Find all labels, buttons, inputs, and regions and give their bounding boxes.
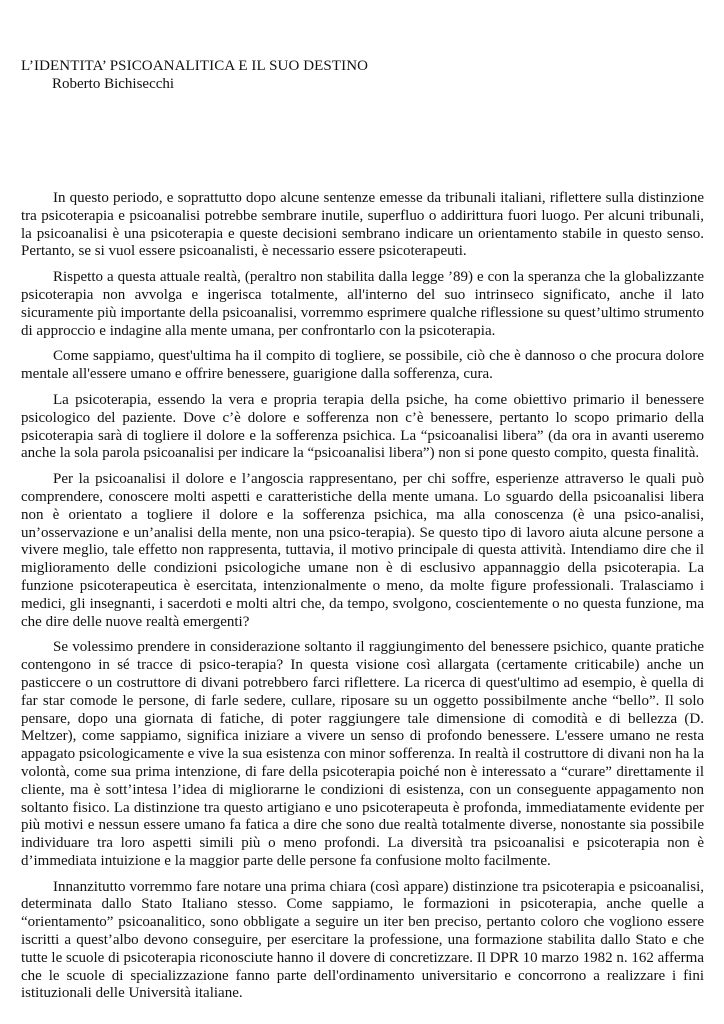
paragraph-6: Se volessimo prendere in considerazione soltanto il raggiungimento del benessere psichico, quante pratiche contengono in sé tracce di psico-terapia? In questa visione così allargata (certamente criticabile) anche un pasticcere o un costruttore di divani potrebbero farci riflettere. La ricerca di quest'ultimo ad esempio, è quella di far star comode le persone, di farle sedere, cullare, riposare su un oggetto possibilmente anche “bello”. Il solo pensare, dopo una giornata di fatiche, di poter raggiungere tale dimensione di comodità e di bellezza (D. Meltzer), come sappiamo, significa iniziare a vivere un senso di profondo benessere. L'essere umano ne resta appagato psicologicamente e vive la sua esistenza con minor sofferenza. In realtà il costruttore di divani non ha la volontà, come sua prima intenzione, di fare della psicoterapia poiché non è interessato a “curare” direttamente il cliente, ma è sott’intesa l’idea di migliorarne le condizioni di esistenza, con un conseguente appagamento non soltanto fisico. La distinzione tra questo artigiano e uno psicoterapeuta è profonda, immediatamente evidente per più motivi e nessun essere umano fa fatica a dire che sono due realtà totalmente diverse, nonostante sia possibile individuare tra loro aspetti simili più o meno profondi. La diversità tra psicoanalisi e psicoterapia non è d’immediata intuizione e la maggior parte delle persone fa confusione molto facilmente. [21,639,704,869]
paragraph-4: La psicoterapia, essendo la vera e propria terapia della psiche, ha come obiettivo primario il benessere psicologico del paziente. Dove c’è dolore e sofferenza non c’è benessere, pertanto lo scopo primario della psicoterapia sarà di togliere il dolore e la sofferenza psichica. La “psicoanalisi libera” (da ora in avanti useremo anche la sola parola psicoanalisi per indicare la “psicoanalisi libera”) non si pone questo compito, questa finalità. [21,391,704,462]
paragraph-3: Come sappiamo, quest'ultima ha il compito di togliere, se possibile, ciò che è dannoso o che procura dolore mentale all'essere umano e offrire benessere, guarigione dalla sofferenza, cura. [21,348,704,383]
document-title: L’IDENTITA’ PSICOANALITICA E IL SUO DESTINO [21,58,369,74]
paragraph-7: Innanzitutto vorremmo fare notare una prima chiara (così appare) distinzione tra psicoterapia e psicoanalisi, determinata dallo Stato Italiano stesso. Come sappiamo, le formazioni in psicoterapia, anche quelle a “orientamento” psicoanalitico, sono obbligate a seguire un iter ben preciso, pertanto coloro che vogliono essere iscritti a quest’albo devono conseguire, per esercitare la professione, una formazione stabilita dallo Stato e che tutte le scuole di psicoterapia riconosciute hanno il dovere di concretizzare. Il DPR 10 marzo 1982 n. 162 afferma che le scuole di specializzazione fanno parte dell'ordinamento universitario e concorrono a realizzare i fini istituzionali delle Università italiane. [21,878,704,1002]
paragraph-2: Rispetto a questa attuale realtà, (peraltro non stabilita dalla legge ’89) e con la speranza che la globalizzante psicoterapia non avvolga e ingerisca totalmente, all'interno del suo intrinseco significato, anche il lato sicuramente più importante della psicoanalisi, vorremmo esprimere qualche riflessione su quest’ultimo strumento di approccio e indagine alla mente umana, per confrontarlo con la psicoterapia. [21,269,704,339]
document-author: Roberto Bichisecchi [52,76,175,92]
paragraph-1: In questo periodo, e soprattutto dopo alcune sentenze emesse da tribunali italiani, riflettere sulla distinzione tra psicoterapia e psicoanalisi potrebbe sembrare inutile, superfluo o addirittura fuori luogo. Per alcuni tribunali, la psicoanalisi è una psicoterapia e queste decisioni sembrano indicare un orientamento stabile in questo senso. Pertanto, se si vuol essere psicoanalisti, è necessario essere psicoterapeuti. [21,190,704,260]
document-body [21,190,704,1003]
paragraph-5: Per la psicoanalisi il dolore e l’angoscia rappresentano, per chi soffre, esperienze attraverso le quali può comprendere, conoscere molti aspetti e caratteristiche della mente umana. Lo sguardo della psicoanalisi libera non è orientato a togliere il dolore e la sofferenza psichica, ma alla conoscenza (è una psico-analisi, un’osservazione e un’analisi della mente, non una psico-terapia). Se questo tipo di lavoro aiuta alcune persone a vivere meglio, tale effetto non rappresenta, tuttavia, il motivo principale di questa attività. Intendiamo dire che il miglioramento delle condizioni psicologiche umane non è di esclusivo appannaggio della psicoterapia. La funzione psicoterapeutica è esercitata, intenzionalmente o meno, da molte figure professionali. Tralasciamo i medici, gli insegnanti, i sacerdoti e molti altri che, da tempo, svolgono, coscientemente o no questa funzione, ma che dire delle nuove realtà emergenti? [21,471,704,630]
